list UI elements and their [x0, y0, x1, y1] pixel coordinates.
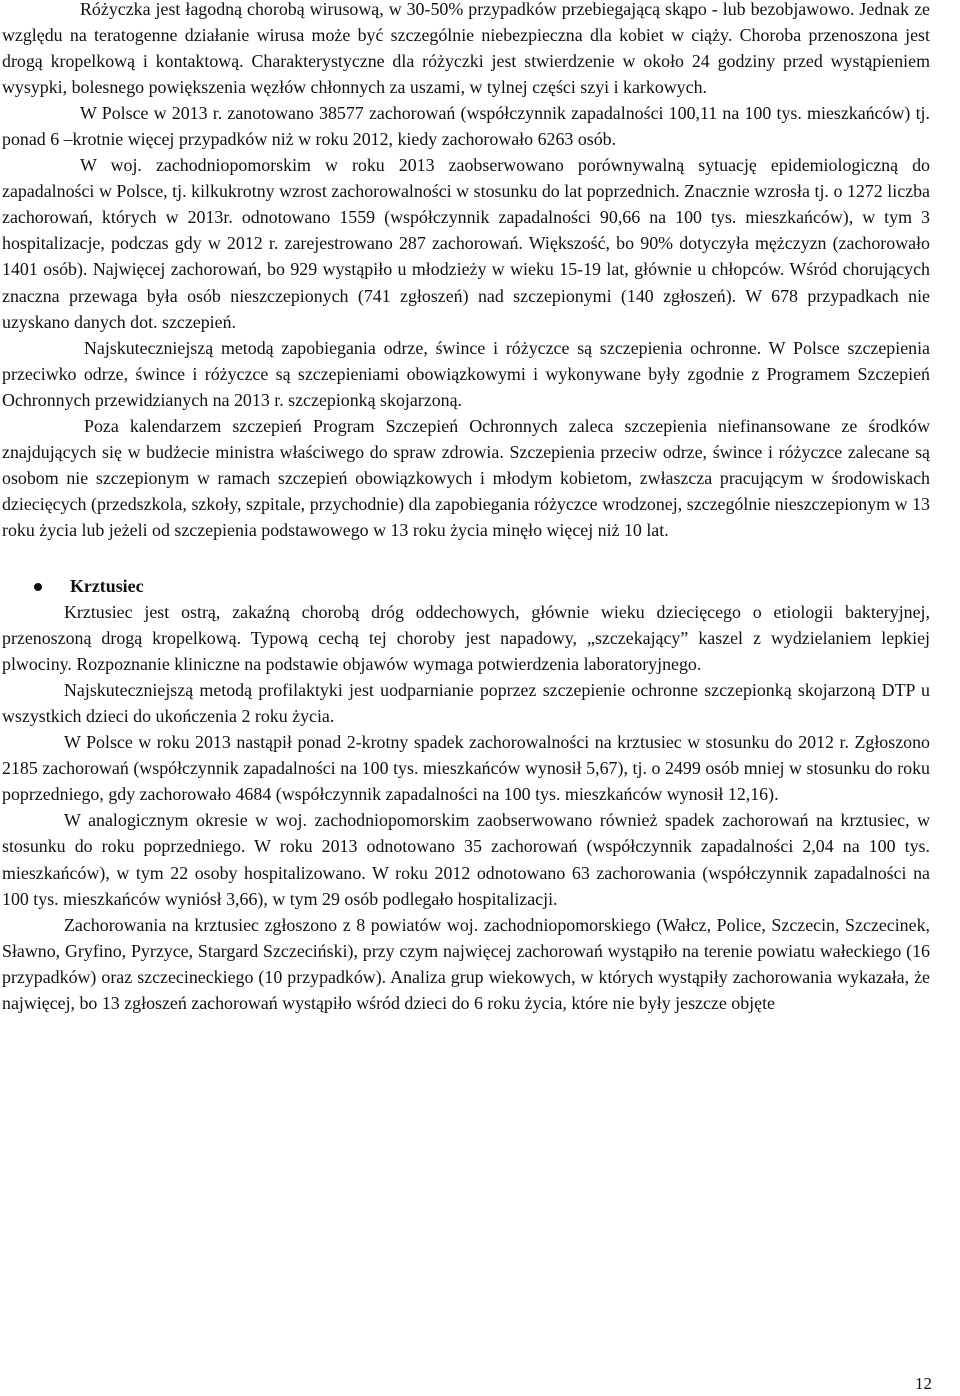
paragraph-pertussis-prevention: Najskuteczniejszą metodą profilaktyki jest uodparnianie poprzez szczepienie ochronne szczepionką skojarzoną DTP u wszystkich dzieci do ukończenia 2 roku życia.	[2, 680, 930, 727]
bullet-icon	[34, 583, 42, 591]
document-body	[2, 0, 930, 1016]
section-heading-text: Krztusiec	[70, 575, 144, 596]
paragraph-rubella-region: W woj. zachodniopomorskim w roku 2013 zaobserwowano porównywalną sytuację epidemiologiczną do zapadalności w Polsce, tj. kilkukrotny wzrost zachorowalności w stosunku do lat poprzednich. Znacznie wzrosła tj. o 1272 liczba zachorowań, których w 2013r. odnotowano 1559 (współczynnik zapadalności 90,66 na 100 tys. mieszkańców), w tym 3 hospitalizacje, podczas gdy w 2012 r. zarejestrowano 287 zachorowań. Większość, bo 90% dotyczyła mężczyzn (zachorowało 1401 osób). Najwięcej zachorowań, bo 929 wystąpiło u młodzieży w wieku 15-19 lat, głównie u chłopców. Wśród chorujących znaczna przewaga była osób nieszczepionych (741 zgłoszeń) nad szczepionymi (140 zgłoszeń). W 678 przypadkach nie uzyskano danych dot. szczepień.	[2, 155, 930, 332]
paragraph-pertussis-intro: Krztusiec jest ostrą, zakaźną chorobą dróg oddechowych, głównie wieku dziecięcego o etiologii bakteryjnej, przenoszoną drogą kropelkową. Typową cechą tej choroby jest napadowy, „szczekający” kaszel z wydzielaniem lepkiej plwociny. Rozpoznanie kliniczne na podstawie objawów wymaga potwierdzenia laboratoryjnego.	[2, 602, 930, 675]
paragraph-rubella-recommendations: Poza kalendarzem szczepień Program Szczepień Ochronnych zaleca szczepienia niefinansowane ze środków znajdujących się w budżecie ministra właściwego do spraw zdrowia. Szczepienia przeciw odrze, śwince i różyczce zalecane są osobom nie szczepionym w ramach szczepień obowiązkowych i młodym kobietom, zwłaszcza pracującym w środowiskach dziecięcych (przedszkola, szkoły, szpitale, przychodnie) dla zapobiegania różyczce wrodzonej, szczególnie nieszczepionym w 13 roku życia lub jeżeli od szczepienia podstawowego w 13 roku życia minęło więcej niż 10 lat.	[2, 415, 930, 540]
section-heading-pertussis	[2, 573, 930, 599]
paragraph-pertussis-region: W analogicznym okresie w woj. zachodniopomorskim zaobserwowano również spadek zachorowań na krztusiec, w stosunku do roku poprzedniego. W roku 2013 odnotowano 35 zachorowań (współczynnik zapadalności 2,04 na 100 tys. mieszkańców), w tym 22 osoby hospitalizowano. W roku 2012 odnotowano 63 zachorowania (współczynnik zapadalności na 100 tys. mieszkańców wyniósł 3,66), w tym 29 osób podlegało hospitalizacji.	[2, 810, 930, 909]
paragraph-rubella-poland: W Polsce w 2013 r. zanotowano 38577 zachorowań (współczynnik zapadalności 100,11 na 100 tys. mieszkańców) tj. ponad 6 –krotnie więcej przypadków niż w roku 2012, kiedy zachorowało 6263 osób.	[2, 103, 930, 150]
paragraph-pertussis-poland: W Polsce w roku 2013 nastąpił ponad 2-krotny spadek zachorowalności na krztusiec w stosunku do 2012 r. Zgłoszono 2185 zachorowań (współczynnik zapadalności na 100 tys. mieszkańców wynosił 5,67), tj. o 2499 osób mniej w stosunku do roku poprzedniego, gdy zachorowało 4684 (współczynnik zapadalności na 100 tys. mieszkańców wynosił 12,16).	[2, 732, 930, 805]
paragraph-rubella-prevention: Najskuteczniejszą metodą zapobiegania odrze, śwince i różyczce są szczepienia ochronne. W Polsce szczepienia przeciwko odrze, śwince i różyczce są szczepieniami obowiązkowymi i wykonywane były zgodnie z Programem Szczepień Ochronnych przewidzianych na 2013 r. szczepionką skojarzoną.	[2, 337, 930, 410]
page-number: 12	[915, 1374, 932, 1393]
paragraph-pertussis-districts: Zachorowania na krztusiec zgłoszono z 8 powiatów woj. zachodniopomorskiego (Wałcz, Police, Szczecin, Szczecinek, Sławno, Gryfino, Pyrzyce, Stargard Szczeciński), przy czym najwięcej zachorowań wystąpiło na terenie powiatu wałeckiego (16 przypadków) oraz szczecineckiego (10 przypadków). Analiza grup wiekowych, w których wystąpiły zachorowania wykazała, że najwięcej, bo 13 zgłoszeń zachorowań wystąpiło wśród dzieci do 6 roku życia, które nie były jeszcze objęte	[2, 914, 930, 1013]
paragraph-rubella-intro: Różyczka jest łagodną chorobą wirusową, w 30-50% przypadków przebiegającą skąpo - lub bezobjawowo. Jednak ze względu na teratogenne działanie wirusa może być szczególnie niebezpieczna dla kobiet w ciąży. Choroba przenoszona jest drogą kropelkową i kontaktową. Charakterystyczne dla różyczki jest stwierdzenie w około 24 godziny przed wystąpieniem wysypki, bolesnego powiększenia węzłów chłonnych za uszami, w tylnej części szyi i karkowych.	[2, 0, 930, 98]
